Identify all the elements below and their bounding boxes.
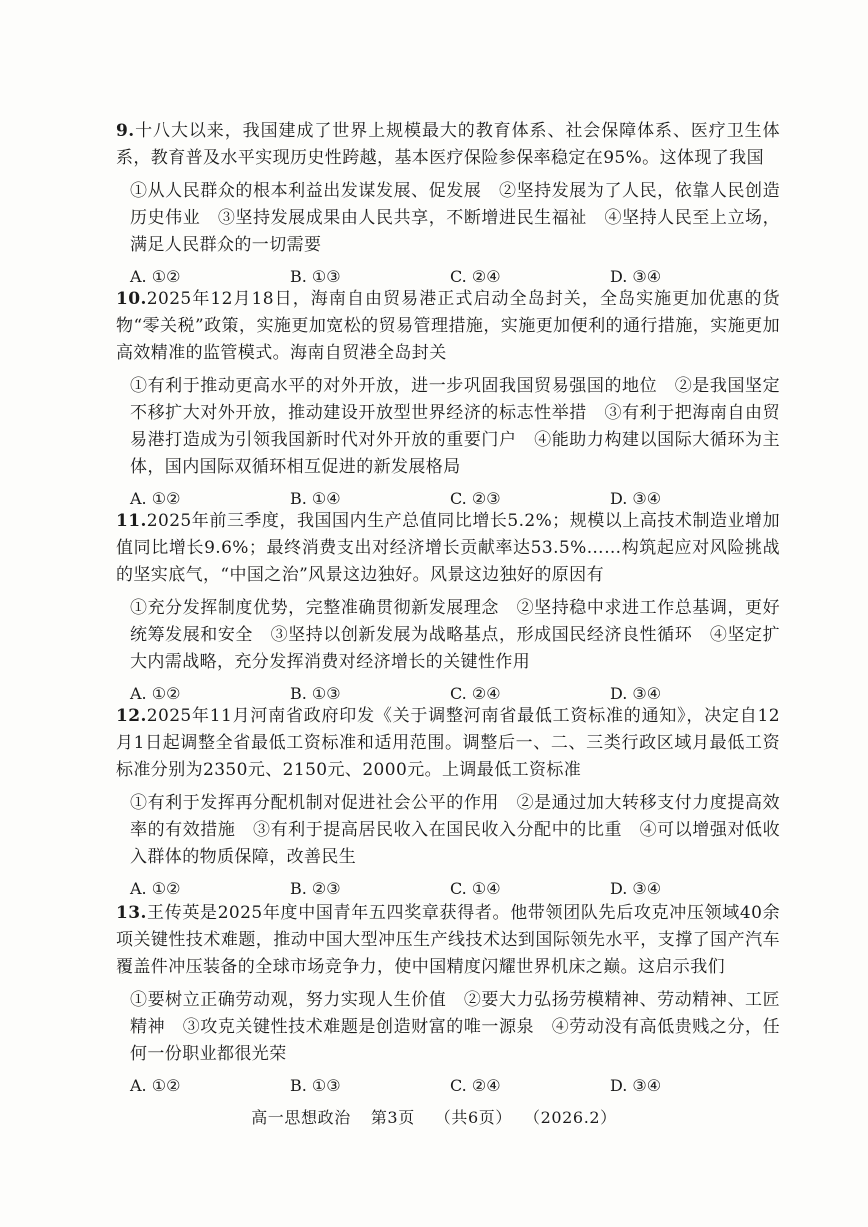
option-c: C. ②④: [450, 684, 501, 703]
option-b: B. ②③: [290, 879, 341, 898]
option-b: B. ①③: [290, 684, 341, 703]
option-row: [116, 877, 780, 901]
option-a: A. ①②: [130, 879, 181, 898]
question-text: 2025年前三季度，我国国内生产总值同比增长5.2%；规模以上高技术制造业增加值同比增长9.6%；最终消费支出对经济增长贡献率达53.5%……构筑起应对风险挑战的坚实底气，“中国之治”风景这边独好。风景这边独好的原因有: [116, 511, 780, 585]
option-b: B. ①④: [290, 489, 341, 508]
footer-page: 第3页: [370, 1108, 415, 1127]
footer-date: （2026.2）: [531, 1108, 617, 1127]
option-c: C. ②④: [450, 267, 501, 286]
option-d: D. ③④: [610, 879, 662, 898]
statement-list: ①有利于推动更高水平的对外开放，进一步巩固我国贸易强国的地位 ②是我国坚定不移扩大对外开放，推动建设开放型世界经济的标志性举措 ③有利于把海南自由贸易港打造成为引领我国新时代对外开放的重要门户 ④能助力构建以国际大循环为主体，国内国际双循环相互促进的新发展格局: [130, 376, 780, 477]
question-stem: [116, 286, 780, 367]
question-11: [116, 508, 780, 706]
question-text: 十八大以来，我国建成了世界上规模最大的教育体系、社会保障体系、医疗卫生体系，教育普及水平实现历史性跨越，基本医疗保险参保率稳定在95%。这体现了我国: [116, 121, 780, 168]
question-stem: [116, 118, 780, 172]
option-d: D. ③④: [610, 684, 662, 703]
statement-list: ①要树立正确劳动观，努力实现人生价值 ②要大力弘扬劳模精神、劳动精神、工匠精神 ③攻克关键性技术难题是创造财富的唯一源泉 ④劳动没有高低贵贱之分，任何一份职业都很光荣: [130, 990, 780, 1064]
option-d: D. ③④: [610, 267, 662, 286]
option-a: A. ①②: [130, 267, 181, 286]
question-9: [116, 118, 780, 289]
option-a: A. ①②: [130, 1076, 181, 1095]
question-stem: [116, 508, 780, 589]
question-stem: [116, 900, 780, 981]
statement-list: ①有利于发挥再分配机制对促进社会公平的作用 ②是通过加大转移支付力度提高效率的有效措施 ③有利于提高居民收入在国民收入分配中的比重 ④可以增强对低收入群体的物质保障，改善民生: [130, 793, 780, 867]
question-text: 王传英是2025年度中国青年五四奖章获得者。他带领团队先后攻克冲压领域40余项关键性技术难题，推动中国大型冲压生产线技术达到国际领先水平，支撑了国产汽车覆盖件冲压装备的全球市场竞争力，使中国精度闪耀世界机床之巅。这启示我们: [116, 903, 780, 977]
option-a: A. ①②: [130, 684, 181, 703]
question-10: [116, 286, 780, 511]
option-c: C. ②④: [450, 1076, 501, 1095]
question-stem: [116, 703, 780, 784]
footer-subject: 高一思想政治: [251, 1108, 351, 1127]
option-c: C. ②③: [450, 489, 501, 508]
question-text: 2025年12月18日，海南自由贸易港正式启动全岛封关，全岛实施更加优惠的货物“零关税”政策，实施更加宽松的贸易管理措施，实施更加便利的通行措施，实施更加高效精准的监管模式。海南自贸港全岛封关: [116, 289, 780, 363]
question-number: 12.: [116, 706, 147, 726]
option-b: B. ①③: [290, 267, 341, 286]
question-12: [116, 703, 780, 901]
page-footer: [0, 1105, 868, 1128]
option-c: C. ①④: [450, 879, 501, 898]
statement-list: ①充分发挥制度优势，完整准确贯彻新发展理念 ②坚持稳中求进工作总基调，更好统筹发展和安全 ③坚持以创新发展为战略基点，形成国民经济良性循环 ④坚定扩大内需战略，充分发挥消费对经济增长的关键性作用: [130, 598, 780, 672]
question-text: 2025年11月河南省政府印发《关于调整河南省最低工资标准的通知》，决定自12月1日起调整全省最低工资标准和适用范围。调整后一、二、三类行政区域月最低工资标准分别为2350元、2150元、2000元。上调最低工资标准: [116, 706, 780, 780]
footer-total: （共6页）: [434, 1108, 512, 1127]
option-row: [116, 1074, 780, 1098]
option-d: D. ③④: [610, 489, 662, 508]
option-b: B. ①③: [290, 1076, 341, 1095]
option-a: A. ①②: [130, 489, 181, 508]
option-d: D. ③④: [610, 1076, 662, 1095]
question-13: [116, 900, 780, 1098]
question-number: 10.: [116, 289, 147, 309]
statement-list: ①从人民群众的根本利益出发谋发展、促发展 ②坚持发展为了人民，依靠人民创造历史伟业 ③坚持发展成果由人民共享，不断增进民生福祉 ④坚持人民至上立场，满足人民群众的一切需要: [130, 181, 780, 255]
question-number: 13.: [116, 903, 147, 923]
question-number: 11.: [116, 511, 147, 531]
question-number: 9.: [116, 121, 135, 141]
